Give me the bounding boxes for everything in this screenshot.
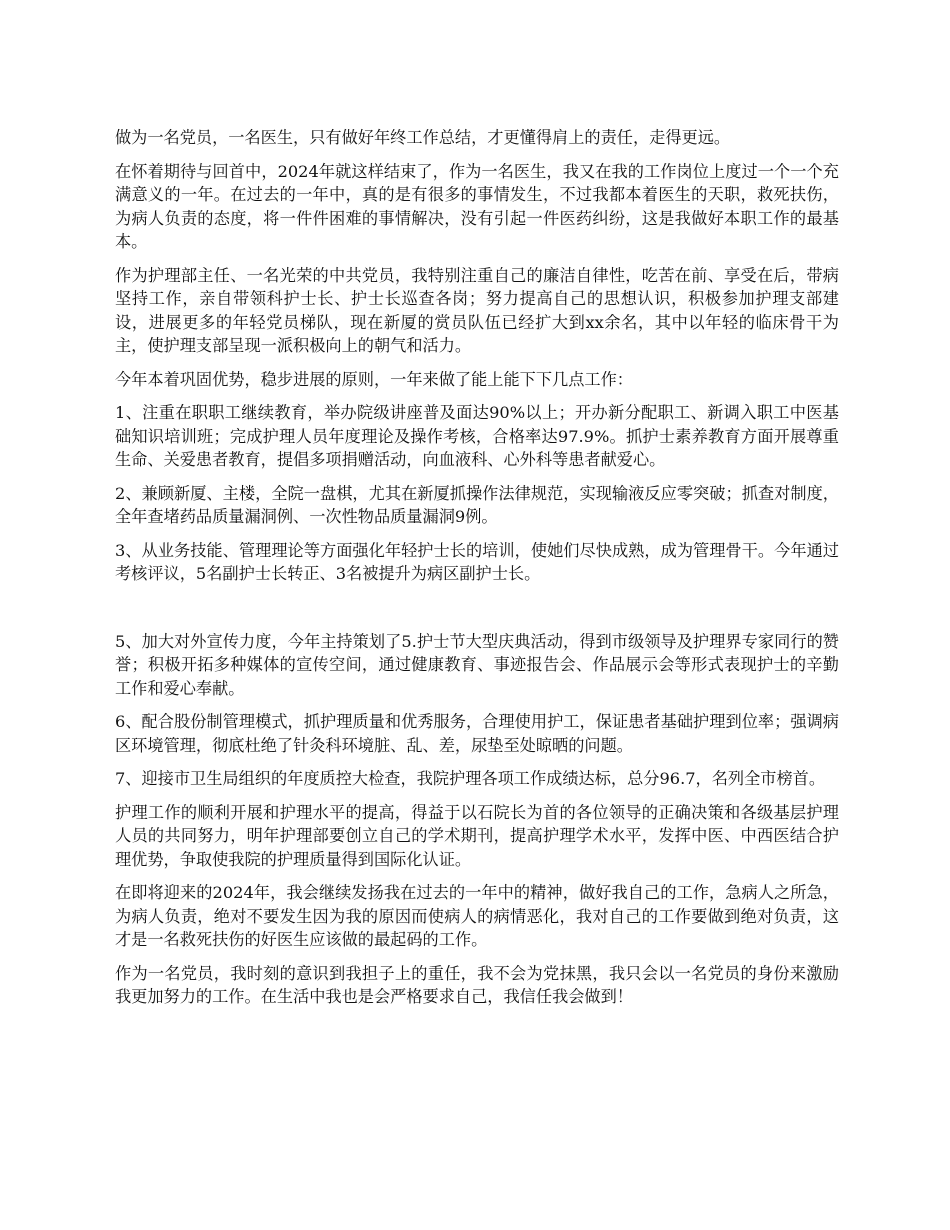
paragraph-next-year-plan: 在即将迎来的2024年，我会继续发扬我在过去的一年中的精神，做好我自己的工作，急病人之所急，为病人负责，绝对不要发生因为我的原因而使病人的病情恶化，我对自己的工作要做到绝对负责，这才是一名救死扶伤的好医生应该做的最起码的工作。	[115, 883, 839, 949]
paragraph-intro: 做为一名党员，一名医生，只有做好年终工作总结，才更懂得肩上的责任，走得更远。	[115, 128, 731, 147]
paragraph-acknowledgement: 护理工作的顺利开展和护理水平的提高，得益于以石院长为首的各位领导的正确决策和各级基层护理人员的共同努力，明年护理部要创立自己的学术期刊，提高护理学术水平，发挥中医、中西医结合护理优势，争取使我院的护理质量得到国际化认证。	[115, 802, 839, 869]
paragraph-item-3: 3、从业务技能、管理理论等方面强化年轻护士长的培训，使她们尽快成熟，成为管理骨干。今年通过考核评议，5名副护士长转正、3名被提升为病区副护士长。	[115, 540, 839, 583]
paragraph-item-5: 5、加大对外宣传力度，今年主持策划了5.护士节大型庆典活动，得到市级领导及护理界专家同行的赞誉；积极开拓多种媒体的宣传空间，通过健康教育、事迹报告会、作品展示会等形式表现护士的辛勤工作和爱心奉献。	[115, 631, 839, 698]
paragraph-year-review: 在怀着期待与回首中，2024年就这样结束了，作为一名医生，我又在我的工作岗位上度过一个一个充满意义的一年。在过去的一年中，真的是有很多的事情发生，不过我都本着医生的天职，救死扶伤，为病人负责的态度，将一件件困难的事情解决，没有引起一件医药纠纷，这是我做好本职工作的最基本。	[115, 161, 839, 251]
paragraph-party-member-role: 作为护理部主任、一名光荣的中共党员，我特别注重自己的廉洁自律性，吃苦在前、享受在后，带病坚持工作，亲自带领科护士长、护士长巡查各岗；努力提高自己的思想认识，积极参加护理支部建设，进展更多的年轻党员梯队，现在新厦的赏员队伍已经扩大到xx余名，其中以年轻的临床骨干为主，使护理支部呈现一派积极向上的朝气和活力。	[115, 265, 839, 355]
paragraph-item-1: 1、注重在职职工继续教育，举办院级讲座普及面达90%以上；开办新分配职工、新调入职工中医基础知识培训班；完成护理人员年度理论及操作考核，合格率达97.9%。抓护士素养教育方面开展尊重生命、关爱患者教育，提倡多项捐赠活动，向血液科、心外科等患者献爱心。	[115, 403, 839, 469]
paragraph-work-overview: 今年本着巩固优势，稳步进展的原则，一年来做了能上能下下几点工作：	[115, 369, 633, 389]
blank-gap	[115, 596, 839, 630]
paragraph-item-7: 7、迎接市卫生局组织的年度质控大检查，我院护理各项工作成绩达标，总分96.7，名列全市榜首。	[115, 769, 826, 788]
paragraph-item-2: 2、兼顾新厦、主楼，全院一盘棋，尤其在新厦抓操作法律规范，实现输液反应零突破；抓查对制度，全年查堵药品质量漏洞例、一次性物品质量漏洞9例。	[115, 483, 839, 526]
document-body	[115, 126, 839, 1019]
paragraph-item-6: 6、配合股份制管理模式，抓护理质量和优秀服务，合理使用护工，保证患者基础护理到位率；强调病区环境管理，彻底杜绝了针灸科环境脏、乱、差，尿垫至处晾晒的问题。	[115, 712, 839, 755]
paragraph-closing: 作为一名党员，我时刻的意识到我担子上的重任，我不会为党抹黑，我只会以一名党员的身份来激励我更加努力的工作。在生活中我也是会严格要求自己，我信任我会做到！	[115, 963, 839, 1006]
